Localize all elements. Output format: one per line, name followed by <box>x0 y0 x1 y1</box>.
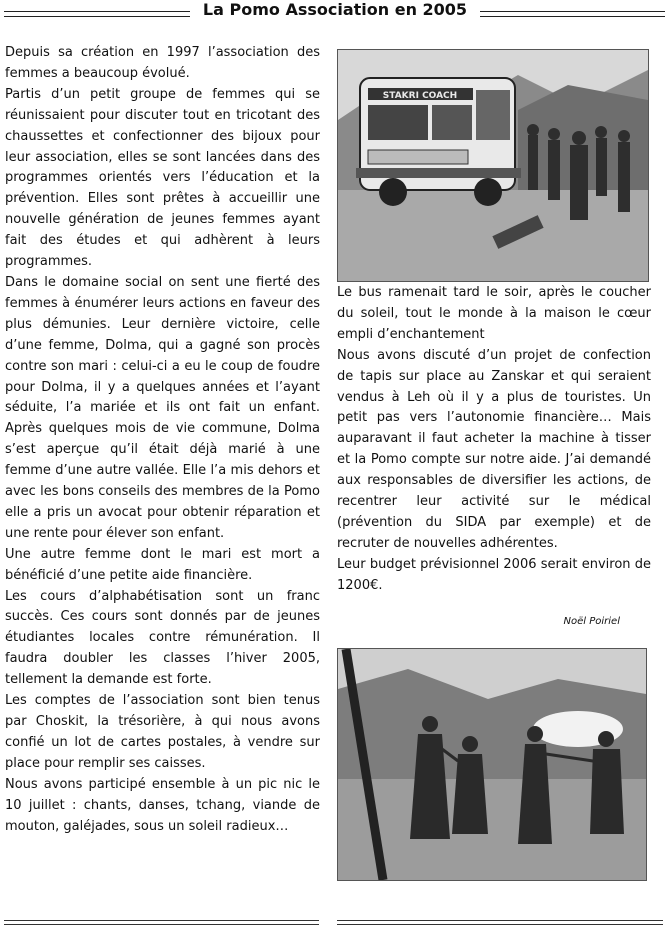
article-paragraph: Leur budget prévisionnel 2006 serait environ de 1200€. <box>337 556 651 593</box>
article-paragraph: Nous avons participé ensemble à un pic nic le 10 juillet : chants, danses, tchang, viande de mouton, galéjades, sous un soleil radieux… <box>5 776 320 834</box>
bus-illustration <box>356 78 521 206</box>
footer-rule-right <box>337 920 663 925</box>
article-paragraph: Partis d’un petit groupe de femmes qui se réunissaient pour discuter tout en tricotant des chaussettes et confectionner des bijoux pour leur association, elles se sont lancées dans des programmes orientés vers l’éducation et la prévention. Elles sont prêtes à accueillir une nouvelle génération de jeunes femmes ayant fait des études et qui adhèrent à leurs programmes. <box>5 86 320 270</box>
article-paragraph: Les cours d’alphabétisation sont un franc succès. Ces cours sont donnés par de jeunes étudiantes locales contre rémunération. Il faudra doubler les classes l’hiver 2005, tellement la demande est forte. <box>5 588 320 688</box>
header-rule-right <box>480 11 665 17</box>
footer-rule-left <box>4 920 319 925</box>
dance-photo <box>337 648 647 881</box>
photo-caption: Le bus ramenait tard le soir, après le coucher du soleil, tout le monde à la maison le cœur empli d’enchantement <box>337 285 651 342</box>
article-column-right <box>337 283 651 597</box>
article-paragraph: Les comptes de l’association sont bien tenus par Choskit, la trésorière, à qui nous avons confié un lot de cartes postales, à vendre sur place pour remplir ses caisses. <box>5 693 320 771</box>
header-rule-left <box>4 11 190 17</box>
article-column-left <box>5 43 320 837</box>
article-paragraph: Dans le domaine social on sent une fierté des femmes à énumérer leurs actions en faveur des plus démunies. Leur dernière victoire, celle d’une femme, Dolma, qui a gagné son procès contre son mari : celui-ci a eu le coup de foudre pour Dolma, il y a quelques années et l’ayant séduite, l’a mariée et ils ont fait un enfant. Après quelques mois de vie commune, Dolma s’est aperçue qu’il était déjà marié à une femme d’une autre vallée. Elle l’a mis dehors et avec les bons conseils des membres de la Pomo elle a pris un avocat pour obtenir réparation et une rente pour élever son enfant. <box>5 274 320 541</box>
bus-photo <box>337 49 649 282</box>
article-paragraph: Une autre femme dont le mari est mort a bénéficié d’une petite aide financière. <box>5 546 320 583</box>
bus-sign: STAKRI COACH <box>382 91 458 101</box>
article-paragraph: Depuis sa création en 1997 l’association des femmes a beaucoup évolué. <box>5 45 320 81</box>
page-header <box>0 0 669 22</box>
page-title: La Pomo Association en 2005 <box>202 0 468 19</box>
author-signature: Noël Poiriel <box>563 616 620 627</box>
article-paragraph: Nous avons discuté d’un projet de confection de tapis sur place au Zanskar et qui seraient vendus à Leh où il y a plus de touristes. Un petit pas vers l’autonomie financière… Mais auparavant il faut acheter la machine à tisser et la Pomo compte sur notre aide. J’ai demandé aux responsables de diversifier les actions, de recentrer leur activité sur le médical (prévention du SIDA par exemple) et de recruter de nouvelles adhérentes. <box>337 347 651 551</box>
